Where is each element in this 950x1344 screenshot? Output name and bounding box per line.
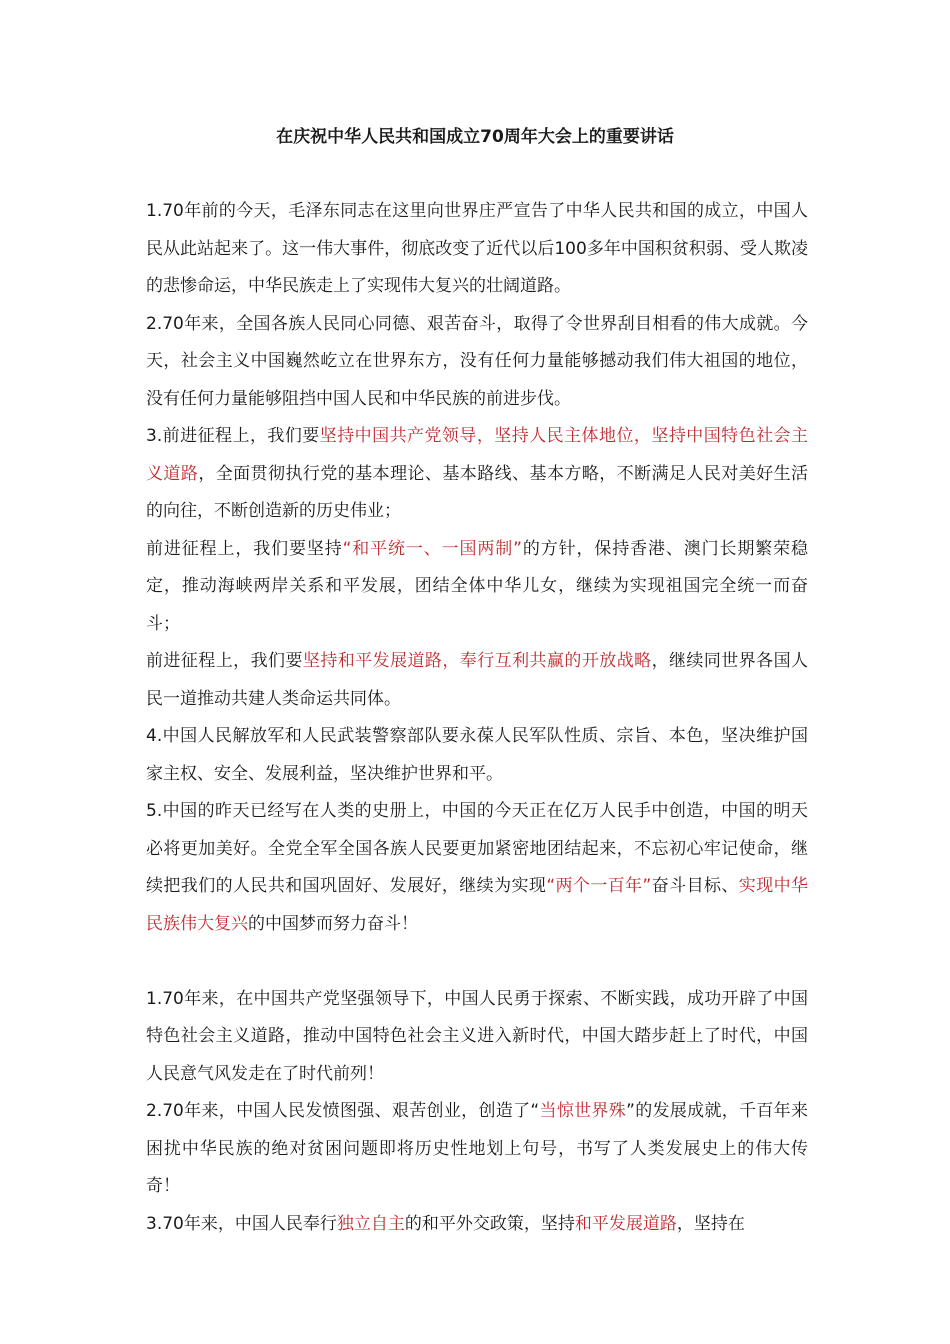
text-segment: 前进征程上，我们要 [146, 651, 303, 671]
highlighted-text: 独立自主 [336, 1213, 405, 1234]
text-segment: 5.中国的昨天已经写在人类的史册上，中国的今天正在亿万人民手中创造，中国的明天必将更加美好。全党全军全国各族人民要更加紧密地团结起来，不忘初心牢记使命，继续把我们的人民共和国巩固好、发展好，继续为实现 [146, 801, 808, 896]
text-segment: 2.70年来，全国各族人民同心同德、艰苦奋斗，取得了令世界刮目相看的伟大成就。今天，社会主义中国巍然屹立在世界东方，没有任何力量能够撼动我们伟大祖国的地位，没有任何力量能够阻挡中国人民和中华民族的前进步伐。 [146, 313, 808, 409]
highlighted-text: 坚持中国共产党领导，坚持人民主体地位，坚持中国特色社会主义道路 [146, 426, 808, 484]
paragraph-spacer [146, 943, 808, 981]
text-segment: 1.70年来，在中国共产党坚强领导下，中国人民勇于探索、不断实践，成功开辟了中国特色社会主义道路，推动中国特色社会主义进入新时代，中国大踏步赶上了时代，中国人民意气风发走在了时代前列！ [146, 988, 808, 1084]
text-segment: 前进征程上，我们要坚持 [146, 538, 343, 559]
paragraph [146, 531, 808, 644]
paragraph [146, 1206, 808, 1244]
text-segment: 3.70年来，中国人民奉行 [146, 1213, 337, 1234]
text-segment: 的中国梦而努力奋斗！ [248, 913, 418, 934]
text-segment: 3.前进征程上，我们要 [146, 426, 320, 446]
paragraph [146, 418, 808, 531]
text-segment: 奋斗目标、 [651, 876, 739, 896]
highlighted-text: “两个一百年” [546, 876, 652, 896]
text-segment: ，继续同世界各国人民一道推动共建人类命运共同体。 [146, 651, 809, 709]
paragraph [146, 1093, 808, 1206]
paragraph [146, 793, 808, 943]
highlighted-text: 实现中华民族伟大复兴 [146, 876, 809, 934]
text-segment: 4.中国人民解放军和人民武装警察部队要永葆人民军队性质、宗旨、本色，坚决维护国家主权、安全、发展利益，坚决维护世界和平。 [146, 726, 808, 784]
paragraph [146, 306, 808, 419]
highlighted-text: 当惊世界殊 [539, 1101, 627, 1121]
highlighted-text: 和平发展道路 [574, 1213, 677, 1234]
text-segment: 1.70年前的今天，毛泽东同志在这里向世界庄严宣告了中华人民共和国的成立，中国人民从此站起来了。这一伟大事件，彻底改变了近代以后100多年中国积贫积弱、受人欺凌的悲惨命运，中华民族走上了实现伟大复兴的壮阔道路。 [146, 201, 808, 296]
text-segment: 的方针，保持香港、澳门长期繁荣稳定，推动海峡两岸关系和平发展，团结全体中华儿女，继续为实现祖国完全统一而奋斗； [146, 538, 808, 634]
paragraph [146, 981, 808, 1094]
text-segment: ，全面贯彻执行党的基本理论、基本路线、基本方略，不断满足人民对美好生活的向往，不断创造新的历史伟业； [146, 463, 809, 521]
text-segment: 2.70年来，中国人民发愤图强、艰苦创业，创造了“ [146, 1101, 540, 1121]
text-segment: ”的发展成就，千百年来困扰中华民族的绝对贫困问题即将历史性地划上句号，书写了人类发展史上的伟大传奇！ [146, 1101, 808, 1196]
highlighted-text: “和平统一、一国两制” [342, 538, 522, 559]
text-segment: ，坚持在 [676, 1213, 745, 1234]
paragraph [146, 643, 808, 718]
highlighted-text: 坚持和平发展道路，奉行互利共赢的开放战略 [302, 651, 652, 671]
paragraph [146, 193, 808, 306]
text-segment: 的和平外交政策，坚持 [404, 1213, 575, 1234]
paragraph [146, 718, 808, 793]
document-body [146, 193, 808, 1243]
document-title: 在庆祝中华人民共和国成立70周年大会上的重要讲话 [276, 127, 674, 147]
